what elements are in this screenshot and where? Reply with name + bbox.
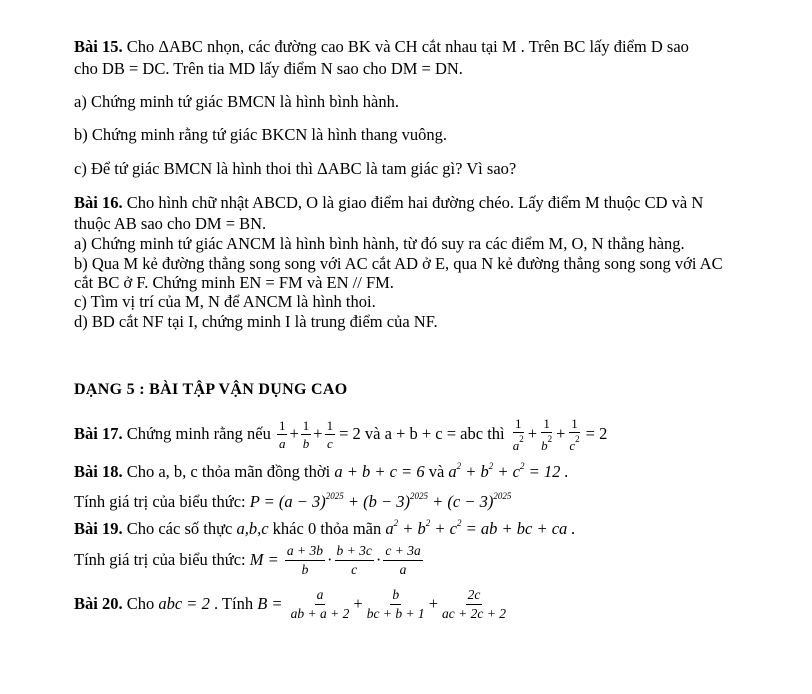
b15-line2: cho DB = DC. Trên tia MD lấy điểm N sao cho DM = DN. bbox=[74, 59, 463, 78]
b18-label: Bài 18. bbox=[74, 462, 123, 481]
b19-line1: Bài 19. Cho các số thực a,b,c khác 0 thỏa mãn $a^2 + b^2 + c^2$ = ab + bc + ca . bbox=[74, 518, 576, 538]
b16-part-c: c) Tìm vị trí của M, N để ANCM là hình thoi. bbox=[74, 292, 376, 311]
b19-vars: a,b,c bbox=[236, 519, 269, 538]
b15-line1 bbox=[74, 37, 689, 57]
b16-part-a: a) Chứng minh tứ giác ANCM là hình bình hành, từ đó suy ra các điểm M, O, N thẳng hàng. bbox=[74, 234, 685, 253]
b20-frac2: $\frac{b}{bc + b + 1}$ bbox=[366, 587, 425, 621]
b19-M: M = bbox=[249, 550, 283, 569]
b17-eq1: = 2 bbox=[339, 424, 361, 443]
b17-label: Bài 17. bbox=[74, 424, 123, 443]
b17-frac-c: $\frac{1}{c}$ bbox=[326, 417, 334, 451]
b17-line: Bài 17. Chứng minh rằng nếu $\frac{1}{a}$ + $\frac{1}{b}$ + $\frac{1}{c}$ = 2 và a + b + c = abc thì $\frac{1}{a^2}$ + $\frac{1}{b^2}$ + $\frac{1}{c^2}$ = 2 bbox=[74, 415, 608, 453]
section-heading: DẠNG 5 : BÀI TẬP VẬN DỤNG CAO bbox=[74, 381, 348, 398]
b19-condition: $a^2 + b^2 + c^2$ = ab + bc + ca . bbox=[385, 518, 576, 538]
b17-frac-c2: $\frac{1}{c^2}$ bbox=[569, 415, 580, 453]
b18-line2: Tính giá trị của biểu thức: $P = (a - 3)^{2025} + (b - 3)^{2025} + (c - 3)^{2025}$ bbox=[74, 491, 512, 511]
b18-cond1: a + b + c = 6 bbox=[334, 462, 425, 481]
b19-frac3: $\frac{c + 3a}{a}$ bbox=[385, 543, 421, 577]
b20-B: B = bbox=[257, 594, 287, 613]
b18-expression: $P = (a - 3)^{2025} + (b - 3)^{2025} + (c - 3)^{2025}$ bbox=[249, 491, 512, 511]
b17-frac-b2: $\frac{1}{b^2}$ bbox=[541, 415, 553, 453]
b15-part-a: a) Chứng minh tứ giác BMCN là hình bình hành. bbox=[74, 92, 399, 111]
b17-frac-b: $\frac{1}{b}$ bbox=[302, 417, 310, 451]
b17-eq2: = 2 bbox=[585, 424, 608, 443]
b17-frac-a: $\frac{1}{a}$ bbox=[278, 417, 286, 451]
b15-text1: Cho ΔABC nhọn, các đường cao BK và CH cắt nhau tại M . Trên BC lấy điểm D sao bbox=[122, 37, 689, 56]
b16-part-b1: b) Qua M kẻ đường thẳng song song với AC cắt AD ở E, qua N kẻ đường thẳng song song với AC bbox=[74, 254, 723, 273]
b16-text1: Cho hình chữ nhật ABCD, O là giao điểm hai đường chéo. Lấy điểm M thuộc CD và N bbox=[122, 193, 704, 212]
b17-text1: Chứng minh rằng nếu bbox=[122, 424, 275, 443]
b16-line2: thuộc AB sao cho DM = BN. bbox=[74, 214, 267, 233]
b19-line2: Tính giá trị của biểu thức: M = $\frac{a + 3b}{b}$ · $\frac{b + 3c}{c}$ · $\frac{c + 3a}{a}$ bbox=[74, 543, 421, 577]
b15-part-c: c) Để tứ giác BMCN là hình thoi thì ΔABC là tam giác gì? Vì sao? bbox=[74, 159, 517, 178]
b20-line: Bài 20. Cho abc = 2 . Tính B = $\frac{a}{ab + a + 2}$ + $\frac{b}{bc + b + 1}$ + $\frac{2c}{ac + 2c + 2}$ bbox=[74, 587, 506, 621]
b16-line1 bbox=[74, 193, 703, 213]
b15-label: Bài 15. bbox=[74, 37, 123, 56]
b20-label: Bài 20. bbox=[74, 594, 123, 613]
b15-part-b: b) Chứng minh rằng tứ giác BKCN là hình thang vuông. bbox=[74, 125, 448, 144]
b16-part-b2: cắt BC ở F. Chứng minh EN = FM và EN // FM. bbox=[74, 273, 394, 292]
b18-line1: Bài 18. Cho a, b, c thỏa mãn đồng thời a + b + c = 6 và $a^2 + b^2 + c^2 = 12$ . bbox=[74, 461, 569, 481]
b17-frac-a2: $\frac{1}{a^2}$ bbox=[512, 415, 524, 453]
b20-frac3: $\frac{2c}{ac + 2c + 2}$ bbox=[442, 587, 506, 621]
b16-part-d: d) BD cắt NF tại I, chứng minh I là trung điểm của NF. bbox=[74, 312, 438, 331]
b17-text2: và a + b + c = abc thì bbox=[360, 424, 509, 443]
b19-frac2: $\frac{b + 3c}{c}$ bbox=[336, 543, 372, 577]
b19-frac1: $\frac{a + 3b}{b}$ bbox=[286, 543, 323, 577]
b20-frac1: $\frac{a}{ab + a + 2}$ bbox=[290, 587, 350, 621]
b19-label: Bài 19. bbox=[74, 519, 123, 538]
b18-cond2: $a^2 + b^2 + c^2 = 12$ . bbox=[448, 461, 569, 481]
b20-condition: abc = 2 bbox=[158, 594, 210, 613]
b16-label: Bài 16. bbox=[74, 193, 123, 212]
